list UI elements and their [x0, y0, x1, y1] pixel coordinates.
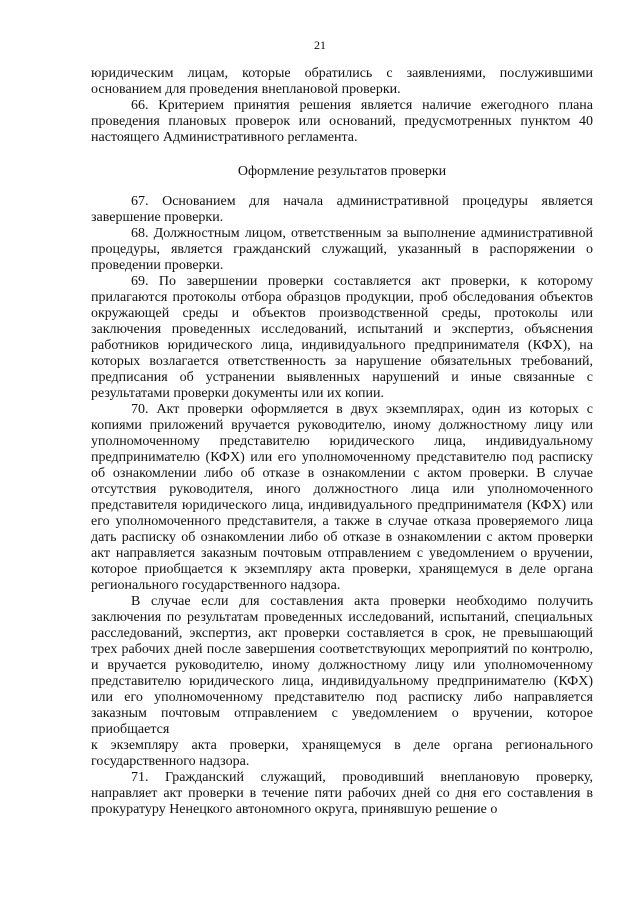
paragraph-65-continuation: юридическим лицам, которые обратились с заявлениями, послужившими основанием для проведения внеплановой проверки. [91, 66, 593, 97]
paragraph-70: 70. Акт проверки оформляется в двух экземплярах, один из которых с копиями приложений вручается руководителю, иному должностному лицу или уполномоченному представителю юридического лица, индивидуальному предпринимателю (КФХ) или его уполномоченному представителю под расписку об ознакомлении либо об отказе в ознакомлении с актом проверки. В случае отсутствия руководителя, иного должностного лица или уполномоченного представителя юридического лица, индивидуального предпринимателя (КФХ) или его уполномоченного представителя, а также в случае отказа проверяемого лица дать расписку об ознакомлении либо об отказе в ознакомлении с актом проверки акт направляется заказным почтовым отправлением с уведомлением о вручении, которое приобщается к экземпляру акта проверки, хранящемуся в деле органа регионального государственного надзора. [91, 402, 593, 593]
paragraph-67: 67. Основанием для начала административной процедуры является завершение проверки. [91, 194, 593, 225]
paragraph-69: 69. По завершении проверки составляется акт проверки, к которому прилагаются протоколы отбора образцов продукции, проб обследования объектов окружающей среды и объектов производственной среды, протоколы или заключения проведенных исследований, испытаний и экспертиз, объяснения работников юридического лица, индивидуального предпринимателя (КФХ), на которых возлагается ответственность за нарушение обязательных требований, предписания об устранении выявленных нарушений и иные связанные с результатами проверки документы или их копии. [91, 274, 593, 401]
paragraph-70-continuation: к экземпляру акта проверки, хранящемуся в деле органа регионального государственного надзора. [91, 738, 593, 769]
paragraph-66: 66. Критерием принятия решения является наличие ежегодного плана проведения плановых проверок или оснований, предусмотренных пунктом 40 настоящего Административного регламента. [91, 98, 593, 145]
section-heading: Оформление результатов проверки [237, 164, 447, 179]
paragraph-71: 71. Гражданский служащий, проводивший внеплановую проверку, направляет акт проверки в течение пяти рабочих дней со дня его составления в прокуратуру Ненецкого автономного округа, принявшую решение о [91, 770, 593, 817]
document-body [91, 66, 593, 818]
page-number: 21 [314, 38, 326, 52]
paragraph-70-second: В случае если для составления акта проверки необходимо получить заключения по результатам проведенных исследований, испытаний, специальных расследований, экспертиз, акт проверки составляется в срок, не превышающий трех рабочих дней после завершения соответствующих мероприятий по контролю, и вручается руководителю, иному должностному лицу или уполномоченному представителю юридического лица, индивидуальному предпринимателю (КФХ) или его уполномоченному представителю под расписку либо направляется заказным почтовым отправлением с уведомлением о вручении, которое приобщается [91, 594, 593, 737]
paragraph-68: 68. Должностным лицом, ответственным за выполнение административной процедуры, является гражданский служащий, указанный в распоряжении о проведении проверки. [91, 226, 593, 273]
